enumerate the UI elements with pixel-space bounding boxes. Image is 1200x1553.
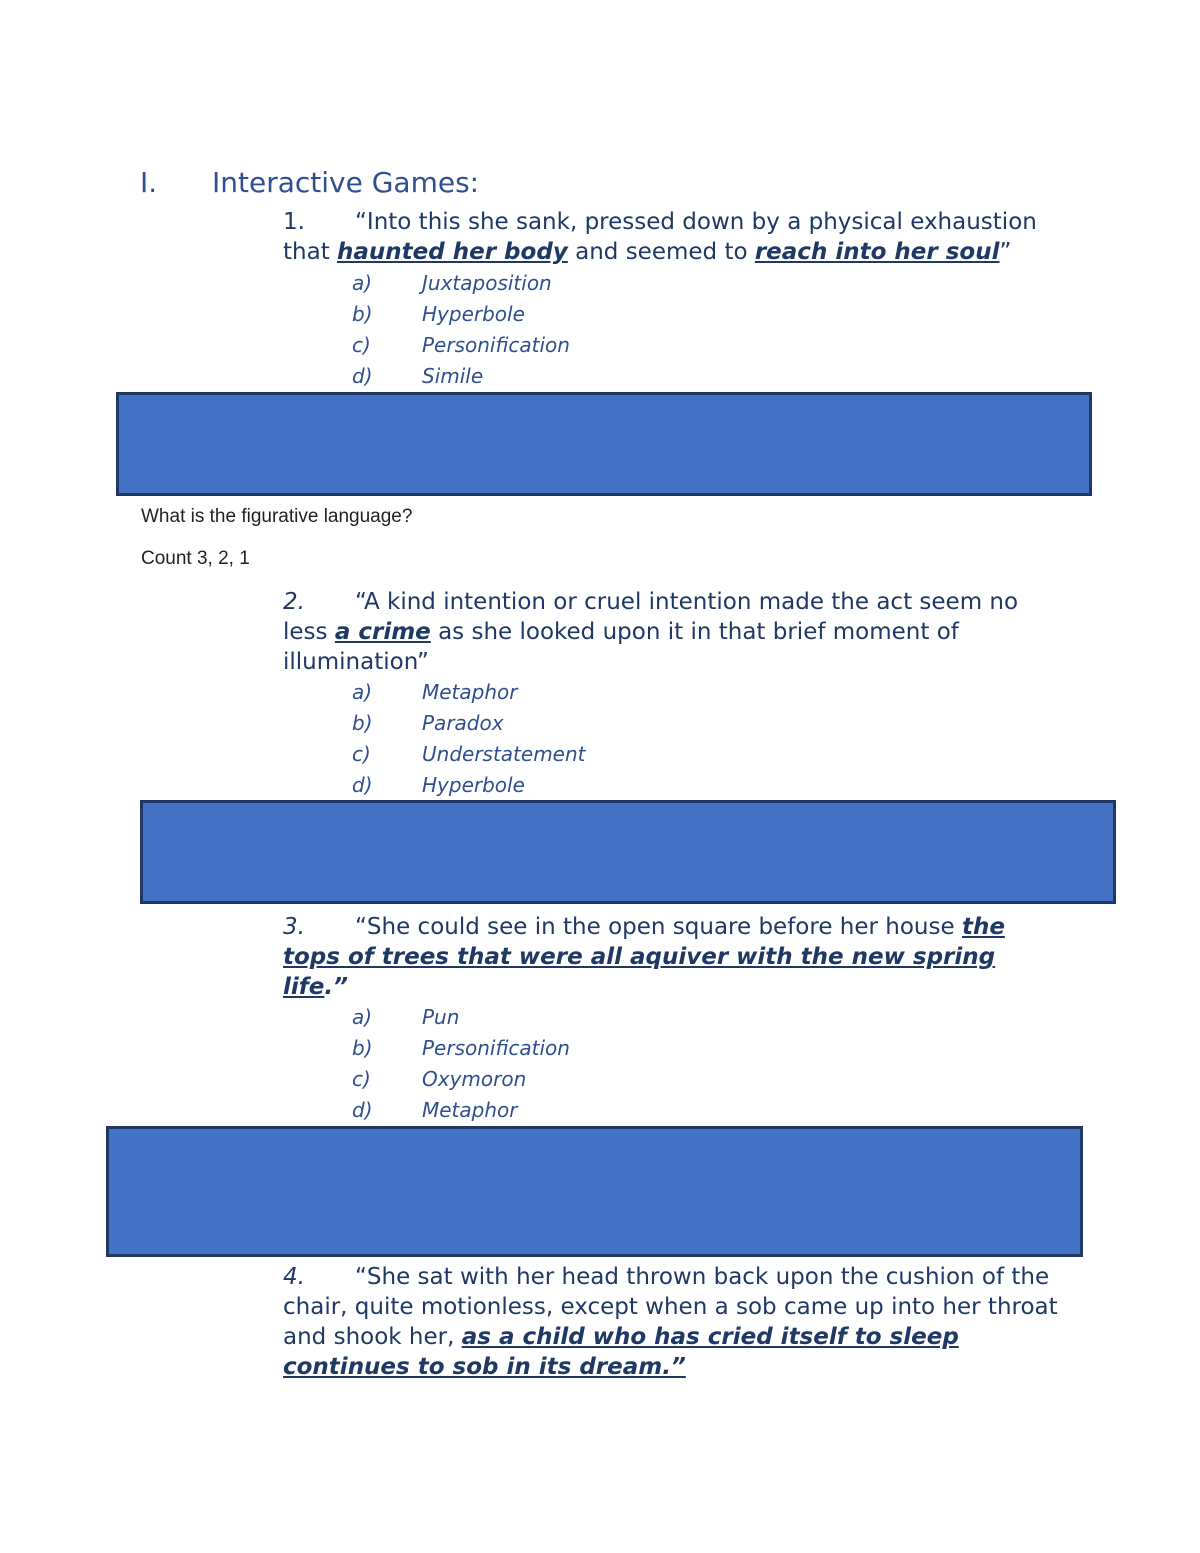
- option-text: Oxymoron: [422, 1067, 527, 1091]
- question-number: 2.: [283, 589, 305, 615]
- answer-reveal-box[interactable]: [116, 392, 1092, 496]
- question-text: as she looked upon it in that brief moment of illumination”: [283, 619, 959, 675]
- option-letter: a): [352, 271, 373, 295]
- option-text: Juxtaposition: [422, 271, 552, 295]
- option-text: Hyperbole: [422, 773, 525, 797]
- highlighted-phrase: a crime: [334, 619, 431, 645]
- prompt-count: Count 3, 2, 1: [141, 548, 250, 569]
- question-text: ”: [999, 239, 1012, 265]
- question-3: [283, 912, 1053, 1002]
- option-text: Metaphor: [422, 1098, 518, 1122]
- option-text: Simile: [422, 364, 484, 388]
- option-letter: c): [352, 1067, 371, 1091]
- question-1: [283, 207, 1073, 267]
- option-c[interactable]: [352, 742, 586, 766]
- option-letter: b): [352, 1036, 373, 1060]
- option-d[interactable]: [352, 1098, 518, 1122]
- highlighted-phrase: haunted her body: [337, 239, 568, 265]
- option-d[interactable]: [352, 364, 483, 388]
- option-letter: d): [352, 773, 373, 797]
- question-number: 1.: [283, 209, 305, 235]
- highlighted-phrase: the tops of trees that were all aquiver with the new spring life: [283, 914, 1005, 1000]
- option-text: Personification: [422, 333, 570, 357]
- option-c[interactable]: [352, 1067, 526, 1091]
- option-d[interactable]: [352, 773, 525, 797]
- option-letter: c): [352, 742, 371, 766]
- highlighted-phrase: reach into her soul: [754, 239, 1000, 265]
- question-text: .”: [324, 974, 348, 1000]
- prompt-question: What is the figurative language?: [141, 506, 413, 527]
- question-text: “A kind intention or cruel intention made the act seem no less: [283, 589, 1019, 645]
- option-letter: a): [352, 1005, 373, 1029]
- option-text: Metaphor: [422, 680, 518, 704]
- option-a[interactable]: [352, 1005, 459, 1029]
- option-letter: b): [352, 302, 373, 326]
- option-b[interactable]: [352, 302, 525, 326]
- option-c[interactable]: [352, 333, 570, 357]
- question-2: [283, 587, 1063, 677]
- option-a[interactable]: [352, 680, 518, 704]
- answer-reveal-box[interactable]: [140, 800, 1116, 904]
- option-text: Paradox: [422, 711, 504, 735]
- option-letter: c): [352, 333, 371, 357]
- question-text: and seemed to: [567, 239, 755, 265]
- option-a[interactable]: [352, 271, 552, 295]
- question-number: 4.: [283, 1264, 305, 1290]
- option-letter: d): [352, 364, 373, 388]
- option-b[interactable]: [352, 711, 504, 735]
- option-text: Understatement: [422, 742, 586, 766]
- question-text: “She sat with her head thrown back upon the cushion of the chair, quite motionless, except when a sob came up into her throat and shook her,: [283, 1264, 1058, 1350]
- answer-reveal-box[interactable]: [106, 1126, 1083, 1257]
- highlighted-phrase: as a child who has cried itself to sleep continues to sob in its dream.”: [283, 1324, 959, 1380]
- section-title: Interactive Games:: [212, 166, 480, 199]
- option-text: Pun: [422, 1005, 460, 1029]
- question-text: “She could see in the open square before her house: [355, 914, 962, 940]
- option-b[interactable]: [352, 1036, 570, 1060]
- option-letter: d): [352, 1098, 373, 1122]
- option-letter: a): [352, 680, 373, 704]
- option-letter: b): [352, 711, 373, 735]
- question-number: 3.: [283, 914, 305, 940]
- question-4: [283, 1262, 1073, 1382]
- section-numeral: I.: [140, 166, 158, 199]
- section-heading: [140, 166, 479, 199]
- question-text: “Into this she sank, pressed down by a physical exhaustion that: [283, 209, 1037, 265]
- option-text: Personification: [422, 1036, 570, 1060]
- option-text: Hyperbole: [422, 302, 525, 326]
